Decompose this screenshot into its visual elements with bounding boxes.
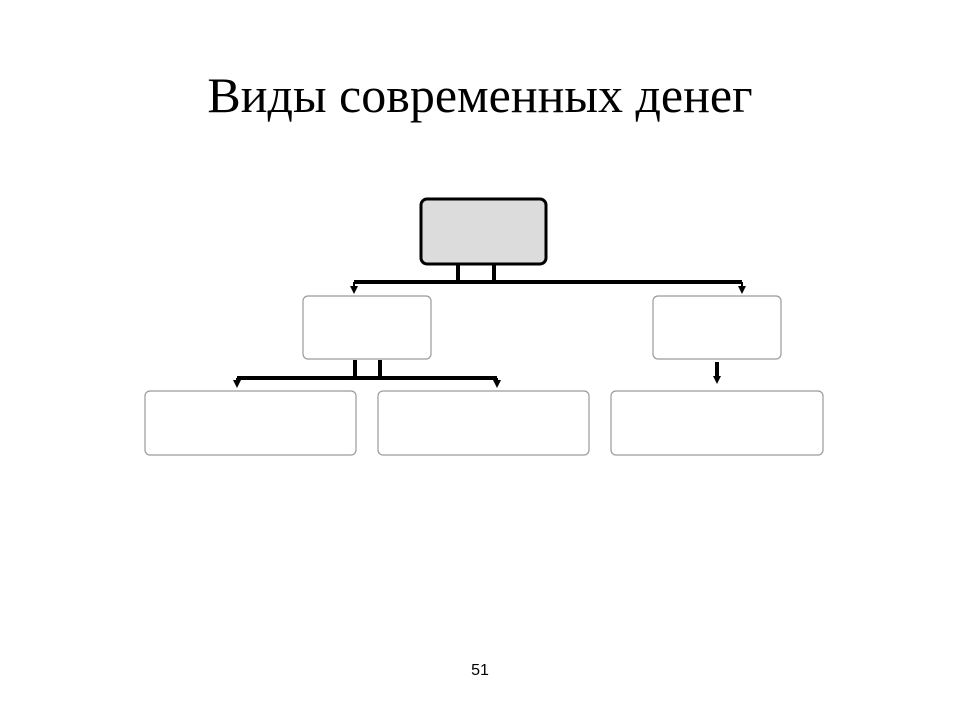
page-number: 51 [471,662,489,679]
node-left-sub-2 [378,391,589,455]
node-right-sub-1 [611,391,823,455]
node-left-sub-1 [145,391,356,455]
node-right-category [653,296,781,359]
connectors-root [354,264,742,290]
slide-title: Виды современных денег [207,67,753,123]
node-left-category [303,296,431,359]
node-root [421,199,546,264]
connectors-left-category [237,360,497,384]
